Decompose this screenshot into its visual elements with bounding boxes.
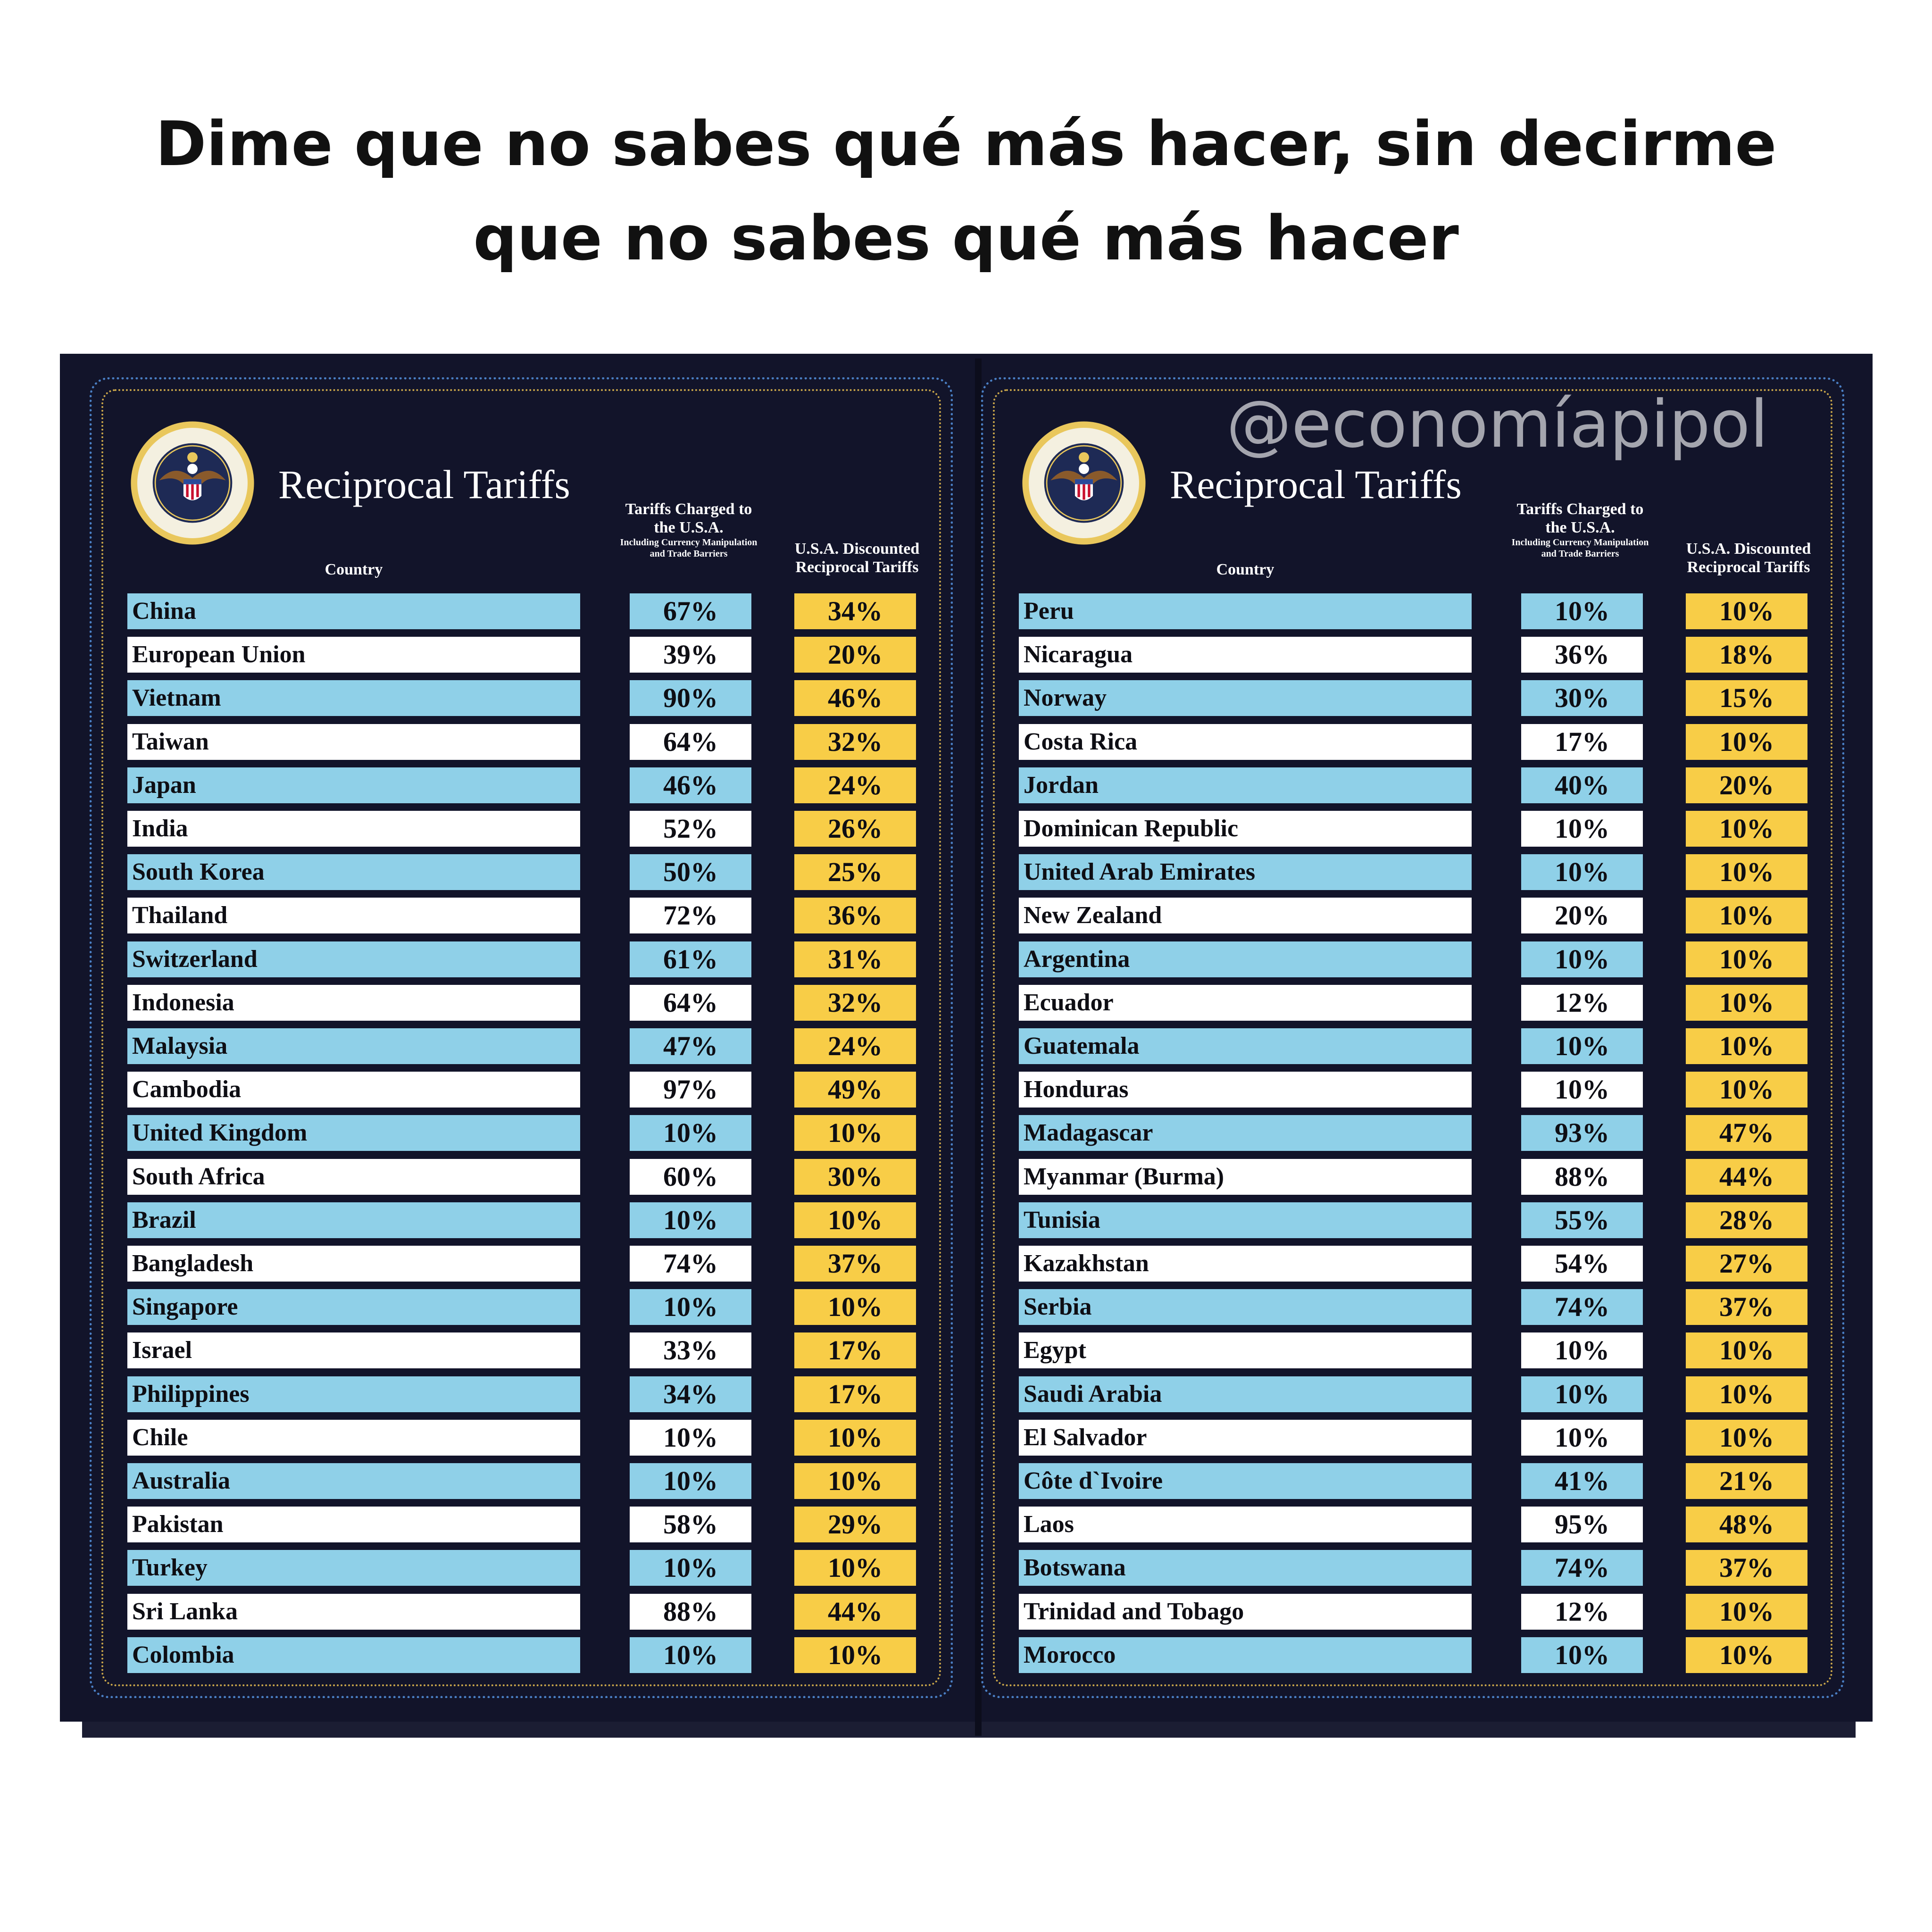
discounted-tariff-cell: 44% xyxy=(1686,1159,1807,1195)
country-cell: Dominican Republic xyxy=(1019,811,1472,847)
header-discounted-tariffs: U.S.A. Discounted Reciprocal Tariffs xyxy=(794,540,920,576)
tariff-charged-cell: 10% xyxy=(1521,811,1643,847)
discounted-tariff-cell: 44% xyxy=(794,1594,916,1630)
tariff-charged-cell: 41% xyxy=(1521,1463,1643,1499)
presidential-seal-icon xyxy=(1020,419,1148,547)
tariff-charged-cell: 10% xyxy=(1521,1072,1643,1108)
tariff-charged-cell: 10% xyxy=(1521,1637,1643,1673)
discounted-tariff-cell: 10% xyxy=(794,1420,916,1456)
discounted-tariff-cell: 37% xyxy=(1686,1289,1807,1325)
tariff-charged-cell: 74% xyxy=(630,1246,751,1282)
board-divider xyxy=(975,358,982,1736)
country-cell: Turkey xyxy=(127,1550,580,1586)
country-cell: Tunisia xyxy=(1019,1202,1472,1238)
discounted-tariff-cell: 10% xyxy=(1686,1332,1807,1368)
tariff-charged-cell: 10% xyxy=(630,1637,751,1673)
tariff-charged-cell: 50% xyxy=(630,854,751,890)
caption-line-1: Dime que no sabes qué más hacer, sin decirme xyxy=(155,108,1777,180)
country-cell: China xyxy=(127,593,580,629)
discounted-tariff-cell: 37% xyxy=(1686,1550,1807,1586)
discounted-tariff-cell: 46% xyxy=(794,680,916,716)
discounted-tariff-cell: 29% xyxy=(794,1507,916,1542)
discounted-tariff-cell: 17% xyxy=(794,1376,916,1412)
header-tariffs-charged-label: Tariffs Charged to the U.S.A. xyxy=(625,500,752,537)
header-tariffs-charged xyxy=(1509,500,1651,559)
discounted-tariff-cell: 30% xyxy=(794,1159,916,1195)
tariff-charged-cell: 61% xyxy=(630,941,751,977)
country-cell: European Union xyxy=(127,637,580,673)
country-cell: Thailand xyxy=(127,898,580,933)
tariff-charged-cell: 67% xyxy=(630,593,751,629)
tariff-charged-cell: 10% xyxy=(1521,1420,1643,1456)
country-cell: Israel xyxy=(127,1332,580,1368)
tariff-charged-cell: 10% xyxy=(1521,1376,1643,1412)
country-cell: Philippines xyxy=(127,1376,580,1412)
tariff-charged-cell: 17% xyxy=(1521,724,1643,760)
header-discounted-tariffs: U.S.A. Discounted Reciprocal Tariffs xyxy=(1686,540,1811,576)
country-cell: Taiwan xyxy=(127,724,580,760)
country-cell: Laos xyxy=(1019,1507,1472,1542)
tariff-charged-cell: 30% xyxy=(1521,680,1643,716)
discounted-tariff-cell: 10% xyxy=(794,1637,916,1673)
header-tariffs-charged-note: Including Currency Manipulation and Trade Barriers xyxy=(620,537,758,559)
tariff-charged-cell: 10% xyxy=(1521,1028,1643,1064)
tariff-charged-cell: 10% xyxy=(1521,1332,1643,1368)
tariff-charged-cell: 90% xyxy=(630,680,751,716)
tariff-charged-cell: 34% xyxy=(630,1376,751,1412)
country-cell: Indonesia xyxy=(127,985,580,1021)
country-cell: New Zealand xyxy=(1019,898,1472,933)
discounted-tariff-cell: 10% xyxy=(1686,593,1807,629)
right-panel-title: Reciprocal Tariffs xyxy=(1170,462,1462,507)
discounted-tariff-cell: 10% xyxy=(1686,724,1807,760)
discounted-tariff-cell: 10% xyxy=(1686,898,1807,933)
country-cell: Serbia xyxy=(1019,1289,1472,1325)
country-cell: Chile xyxy=(127,1420,580,1456)
country-cell: Honduras xyxy=(1019,1072,1472,1108)
tariff-charged-cell: 54% xyxy=(1521,1246,1643,1282)
tariff-charged-cell: 74% xyxy=(1521,1289,1643,1325)
country-cell: El Salvador xyxy=(1019,1420,1472,1456)
country-cell: Vietnam xyxy=(127,680,580,716)
country-cell: South Korea xyxy=(127,854,580,890)
discounted-tariff-cell: 10% xyxy=(794,1115,916,1151)
discounted-tariff-cell: 10% xyxy=(1686,1420,1807,1456)
tariff-charged-cell: 10% xyxy=(630,1420,751,1456)
country-cell: Kazakhstan xyxy=(1019,1246,1472,1282)
country-cell: Sri Lanka xyxy=(127,1594,580,1630)
tariff-charged-cell: 88% xyxy=(630,1594,751,1630)
discounted-tariff-cell: 32% xyxy=(794,985,916,1021)
country-cell: Egypt xyxy=(1019,1332,1472,1368)
country-cell: Costa Rica xyxy=(1019,724,1472,760)
tariff-charged-cell: 10% xyxy=(1521,593,1643,629)
country-cell: Malaysia xyxy=(127,1028,580,1064)
discounted-tariff-cell: 24% xyxy=(794,767,916,803)
tariff-charged-cell: 72% xyxy=(630,898,751,933)
country-cell: Colombia xyxy=(127,1637,580,1673)
header-tariffs-charged-label: Tariffs Charged to the U.S.A. xyxy=(1516,500,1644,537)
country-cell: United Arab Emirates xyxy=(1019,854,1472,890)
header-tariffs-charged-note: Including Currency Manipulation and Trade Barriers xyxy=(1511,537,1649,559)
discounted-tariff-cell: 10% xyxy=(1686,1072,1807,1108)
country-cell: Switzerland xyxy=(127,941,580,977)
presidential-seal-icon xyxy=(128,419,257,547)
discounted-tariff-cell: 49% xyxy=(794,1072,916,1108)
discounted-tariff-cell: 10% xyxy=(1686,1594,1807,1630)
country-cell: Japan xyxy=(127,767,580,803)
discounted-tariff-cell: 25% xyxy=(794,854,916,890)
caption-line-2: que no sabes qué más hacer xyxy=(473,202,1459,274)
tariff-charged-cell: 10% xyxy=(630,1202,751,1238)
tariff-charged-cell: 46% xyxy=(630,767,751,803)
discounted-tariff-cell: 36% xyxy=(794,898,916,933)
tariff-charged-cell: 10% xyxy=(630,1463,751,1499)
country-cell: Guatemala xyxy=(1019,1028,1472,1064)
tariff-charged-cell: 55% xyxy=(1521,1202,1643,1238)
discounted-tariff-cell: 24% xyxy=(794,1028,916,1064)
tariff-charged-cell: 10% xyxy=(630,1550,751,1586)
country-cell: Botswana xyxy=(1019,1550,1472,1586)
discounted-tariff-cell: 34% xyxy=(794,593,916,629)
discounted-tariff-cell: 28% xyxy=(1686,1202,1807,1238)
discounted-tariff-cell: 48% xyxy=(1686,1507,1807,1542)
header-country: Country xyxy=(1216,561,1274,578)
country-cell: Ecuador xyxy=(1019,985,1472,1021)
meme-caption xyxy=(0,97,1932,285)
discounted-tariff-cell: 20% xyxy=(794,637,916,673)
discounted-tariff-cell: 47% xyxy=(1686,1115,1807,1151)
tariff-charged-cell: 58% xyxy=(630,1507,751,1542)
discounted-tariff-cell: 10% xyxy=(1686,1376,1807,1412)
tariff-charged-cell: 74% xyxy=(1521,1550,1643,1586)
country-cell: Côte d`Ivoire xyxy=(1019,1463,1472,1499)
tariff-charged-cell: 39% xyxy=(630,637,751,673)
discounted-tariff-cell: 37% xyxy=(794,1246,916,1282)
discounted-tariff-cell: 15% xyxy=(1686,680,1807,716)
country-cell: Peru xyxy=(1019,593,1472,629)
discounted-tariff-cell: 10% xyxy=(794,1550,916,1586)
tariff-charged-cell: 12% xyxy=(1521,1594,1643,1630)
tariff-charged-cell: 64% xyxy=(630,724,751,760)
tariff-charged-cell: 64% xyxy=(630,985,751,1021)
country-cell: Norway xyxy=(1019,680,1472,716)
tariff-charged-cell: 95% xyxy=(1521,1507,1643,1542)
discounted-tariff-cell: 10% xyxy=(794,1463,916,1499)
tariff-charged-cell: 33% xyxy=(630,1332,751,1368)
tariff-charged-cell: 52% xyxy=(630,811,751,847)
tariff-charged-cell: 12% xyxy=(1521,985,1643,1021)
discounted-tariff-cell: 10% xyxy=(794,1202,916,1238)
discounted-tariff-cell: 27% xyxy=(1686,1246,1807,1282)
discounted-tariff-cell: 10% xyxy=(1686,1637,1807,1673)
tariff-charged-cell: 20% xyxy=(1521,898,1643,933)
country-cell: Morocco xyxy=(1019,1637,1472,1673)
left-panel-title: Reciprocal Tariffs xyxy=(278,462,570,507)
tariff-charged-cell: 88% xyxy=(1521,1159,1643,1195)
discounted-tariff-cell: 31% xyxy=(794,941,916,977)
discounted-tariff-cell: 26% xyxy=(794,811,916,847)
country-cell: Madagascar xyxy=(1019,1115,1472,1151)
tariff-charged-cell: 40% xyxy=(1521,767,1643,803)
discounted-tariff-cell: 10% xyxy=(794,1289,916,1325)
tariff-charged-cell: 36% xyxy=(1521,637,1643,673)
country-cell: Bangladesh xyxy=(127,1246,580,1282)
tariff-charged-cell: 47% xyxy=(630,1028,751,1064)
discounted-tariff-cell: 17% xyxy=(794,1332,916,1368)
country-cell: South Africa xyxy=(127,1159,580,1195)
country-cell: Trinidad and Tobago xyxy=(1019,1594,1472,1630)
tariff-charged-cell: 97% xyxy=(630,1072,751,1108)
country-cell: Brazil xyxy=(127,1202,580,1238)
tariff-charged-cell: 93% xyxy=(1521,1115,1643,1151)
tariff-charged-cell: 10% xyxy=(1521,941,1643,977)
country-cell: Cambodia xyxy=(127,1072,580,1108)
country-cell: Singapore xyxy=(127,1289,580,1325)
header-tariffs-charged xyxy=(618,500,759,559)
discounted-tariff-cell: 10% xyxy=(1686,854,1807,890)
discounted-tariff-cell: 10% xyxy=(1686,1028,1807,1064)
country-cell: Saudi Arabia xyxy=(1019,1376,1472,1412)
discounted-tariff-cell: 32% xyxy=(794,724,916,760)
country-cell: Myanmar (Burma) xyxy=(1019,1159,1472,1195)
country-cell: Argentina xyxy=(1019,941,1472,977)
tariff-charged-cell: 10% xyxy=(1521,854,1643,890)
watermark: @economíapipol xyxy=(1226,386,1768,462)
country-cell: Nicaragua xyxy=(1019,637,1472,673)
country-cell: Australia xyxy=(127,1463,580,1499)
header-country: Country xyxy=(325,561,383,578)
discounted-tariff-cell: 21% xyxy=(1686,1463,1807,1499)
board-shadow xyxy=(82,1722,1856,1738)
country-cell: Jordan xyxy=(1019,767,1472,803)
discounted-tariff-cell: 20% xyxy=(1686,767,1807,803)
tariff-charged-cell: 60% xyxy=(630,1159,751,1195)
tariff-charged-cell: 10% xyxy=(630,1115,751,1151)
country-cell: Pakistan xyxy=(127,1507,580,1542)
discounted-tariff-cell: 18% xyxy=(1686,637,1807,673)
discounted-tariff-cell: 10% xyxy=(1686,985,1807,1021)
country-cell: United Kingdom xyxy=(127,1115,580,1151)
discounted-tariff-cell: 10% xyxy=(1686,811,1807,847)
discounted-tariff-cell: 10% xyxy=(1686,941,1807,977)
tariff-charged-cell: 10% xyxy=(630,1289,751,1325)
country-cell: India xyxy=(127,811,580,847)
